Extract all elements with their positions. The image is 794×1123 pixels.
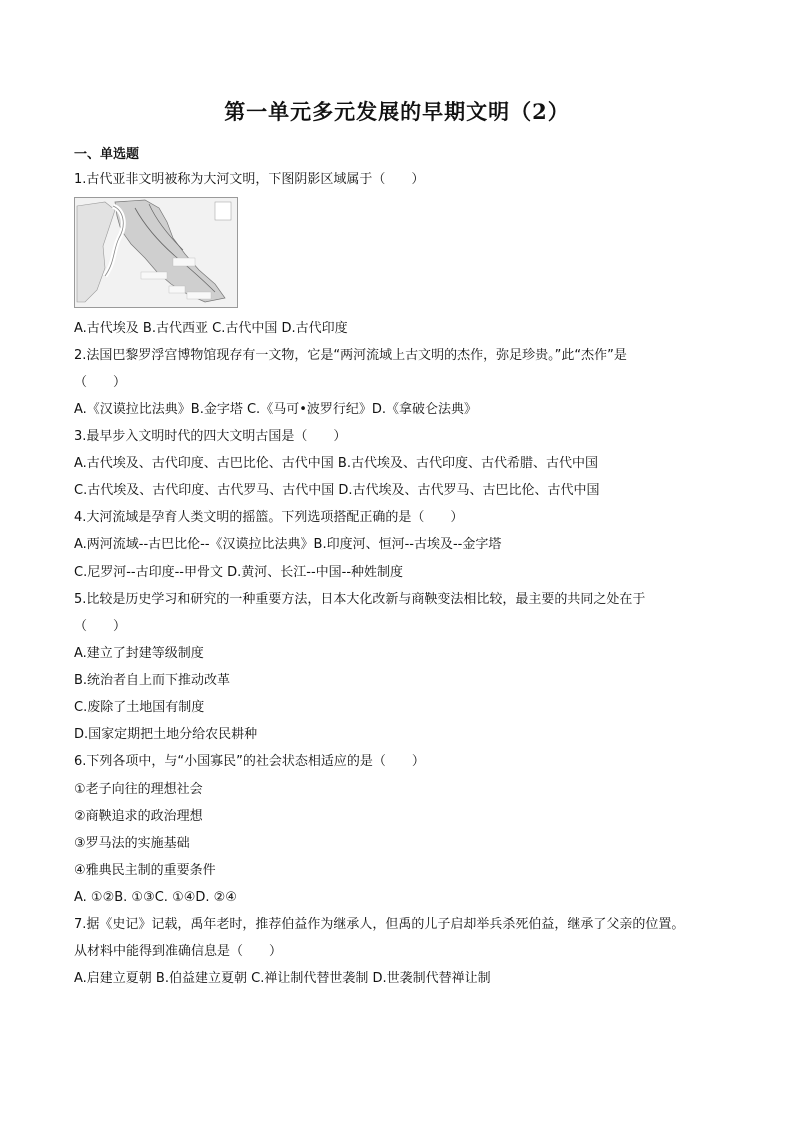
question-5-stem-cont: （ ） [74, 619, 127, 634]
question-7-stem: 7.据《史记》记载，禹年老时，推荐伯益作为继承人，但禹的儿子启却举兵杀死伯益，继承了父亲的位置。 [74, 917, 685, 932]
question-6-item-3: ③罗马法的实施基础 [74, 836, 190, 851]
question-5-stem: 5.比较是历史学习和研究的一种重要方法，日本大化改新与商鞅变法相比较，最主要的共同之处在于 [74, 592, 646, 607]
question-3-stem: 3.最早步入文明时代的四大文明古国是（ ） [74, 429, 347, 444]
section-heading: 一、单选题 [74, 147, 140, 162]
question-1-options: A.古代埃及 B.古代西亚 C.古代中国 D.古代印度 [74, 321, 348, 336]
question-6-stem: 6.下列各项中，与“小国寡民”的社会状态相适应的是（ ） [74, 754, 425, 769]
question-7-options: A.启建立夏朝 B.伯益建立夏朝 C.禅让制代替世袭制 D.世袭制代替禅让制 [74, 971, 491, 986]
question-5-option-d: D.国家定期把土地分给农民耕种 [74, 727, 258, 742]
question-5-option-b: B.统治者自上而下推动改革 [74, 673, 231, 688]
question-2-options: A.《汉谟拉比法典》B.金字塔 C.《马可•波罗行纪》D.《拿破仑法典》 [74, 402, 478, 417]
question-6-item-2: ②商鞅追求的政治理想 [74, 809, 203, 824]
question-3-options-ab: A.古代埃及、古代印度、古巴比伦、古代中国 B.古代埃及、古代印度、古代希腊、古代中国 [74, 456, 598, 471]
question-4-options-cd: C.尼罗河--古印度--甲骨文 D.黄河、长江--中国--种姓制度 [74, 565, 404, 580]
question-2-stem: 2.法国巴黎罗浮宫博物馆现存有一文物，它是“两河流域上古文明的杰作，弥足珍贵。”此“杰作”是 [74, 348, 627, 363]
question-5-option-a: A.建立了封建等级制度 [74, 646, 204, 661]
map-figure [74, 197, 238, 308]
question-4-options-ab: A.两河流域--古巴比伦--《汉谟拉比法典》B.印度河、恒河--古埃及--金字塔 [74, 537, 502, 552]
question-6-item-4: ④雅典民主制的重要条件 [74, 863, 216, 878]
question-6-item-1: ①老子向往的理想社会 [74, 782, 203, 797]
question-7-stem-cont: 从材料中能得到准确信息是（ ） [74, 944, 283, 959]
question-6-options: A. ①②B. ①③C. ①④D. ②④ [74, 890, 237, 905]
question-5-option-c: C.废除了土地国有制度 [74, 700, 205, 715]
page-title: 第一单元多元发展的早期文明（2） [224, 99, 570, 124]
question-1-stem: 1.古代亚非文明被称为大河文明，下图阴影区域属于（ ） [74, 172, 425, 187]
question-2-stem-cont: （ ） [74, 375, 127, 390]
map-illustration [75, 198, 237, 307]
question-4-stem: 4.大河流域是孕育人类文明的摇篮。下列选项搭配正确的是（ ） [74, 510, 464, 525]
question-3-options-cd: C.古代埃及、古代印度、古代罗马、古代中国 D.古代埃及、古代罗马、古巴比伦、古代中国 [74, 483, 600, 498]
